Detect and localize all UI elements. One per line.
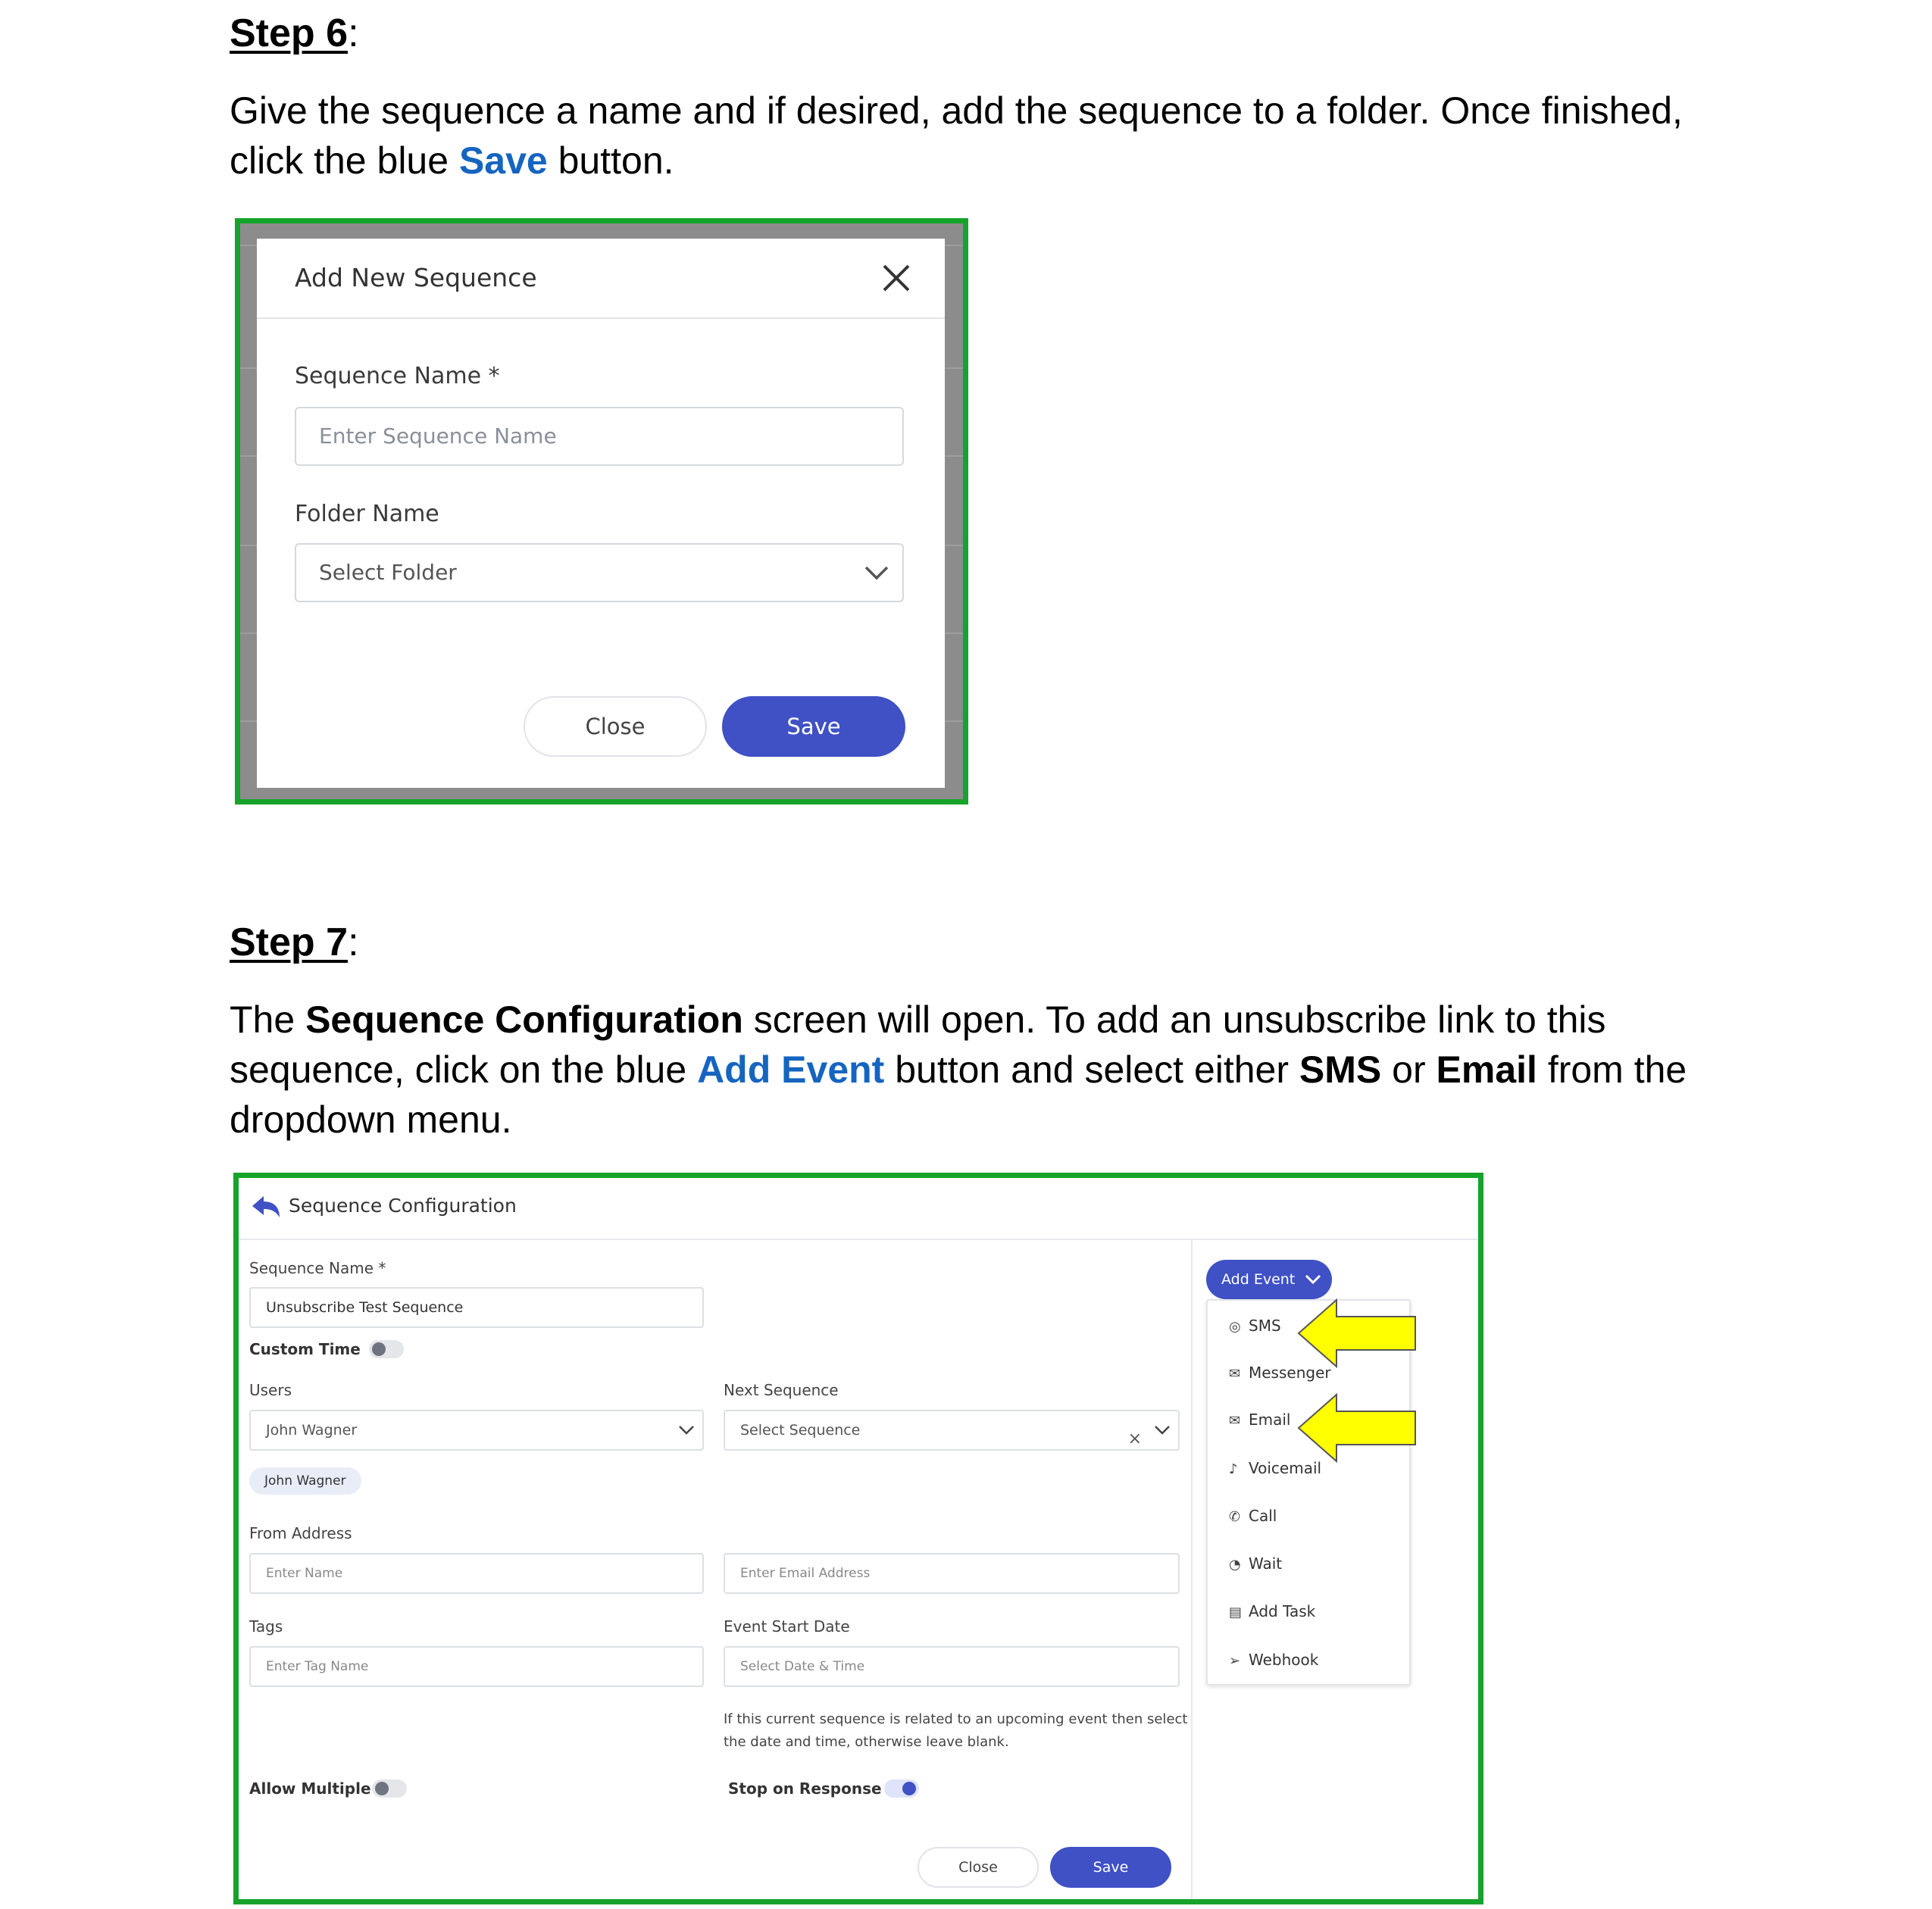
sequence-name-label: Sequence Name * <box>295 363 500 389</box>
step7-heading: Step 7: <box>230 920 359 964</box>
dropdown-item-webhook[interactable]: ➢ Webhook <box>1229 1648 1318 1671</box>
step6-instructions: Give the sequence a name and if desired, add the sequence to a folder. Once finished, click the blue Save button. <box>230 89 1683 182</box>
chevron-down-icon <box>678 1424 695 1436</box>
stop-on-response-toggle[interactable] <box>884 1779 919 1798</box>
save-button[interactable]: Save <box>722 696 905 757</box>
modal-header <box>257 239 945 319</box>
next-sequence-label: Next Sequence <box>724 1381 839 1399</box>
users-label: Users <box>249 1381 292 1399</box>
panel-divider <box>1191 1239 1193 1899</box>
chevron-down-icon <box>1305 1273 1321 1286</box>
sequence-name-input[interactable]: Enter Sequence Name <box>295 407 904 466</box>
modal-title: Add New Sequence <box>295 263 537 292</box>
dropdown-item-wait[interactable]: ◔ Wait <box>1229 1552 1282 1575</box>
close-button[interactable]: Close <box>918 1847 1039 1888</box>
chat-bubble-icon: ◎ <box>1229 1319 1241 1335</box>
next-sequence-select[interactable]: Select Sequence × <box>724 1410 1180 1451</box>
dropdown-item-call[interactable]: ✆ Call <box>1229 1504 1277 1527</box>
envelope-icon: ✉ <box>1229 1366 1241 1382</box>
add-sequence-modal <box>257 239 945 788</box>
allow-multiple-label: Allow Multiple <box>249 1779 371 1798</box>
event-start-input[interactable]: Select Date & Time <box>724 1646 1180 1687</box>
from-name-input[interactable]: Enter Name <box>249 1553 704 1594</box>
microphone-icon: ♪ <box>1229 1461 1238 1477</box>
custom-time-toggle[interactable] <box>369 1340 404 1358</box>
users-select[interactable]: John Wagner <box>249 1410 704 1451</box>
chevron-down-icon <box>1154 1424 1171 1436</box>
save-keyword: Save <box>458 139 548 182</box>
tags-label: Tags <box>249 1617 283 1636</box>
from-address-label: From Address <box>249 1524 352 1542</box>
yellow-arrow-icon <box>1297 1393 1418 1463</box>
close-icon[interactable] <box>880 261 913 295</box>
config-header <box>239 1178 1478 1240</box>
save-button[interactable]: Save <box>1050 1847 1171 1888</box>
chevron-down-icon <box>863 561 890 584</box>
sequence-name-label: Sequence Name * <box>249 1259 386 1277</box>
dropdown-item-email[interactable]: ✉ Email <box>1229 1408 1291 1431</box>
folder-select[interactable]: Select Folder <box>295 543 904 602</box>
event-hint-text: If this current sequence is related to an upcoming event then select the date and time, otherwise leave blank. <box>724 1711 1188 1750</box>
tags-input[interactable]: Enter Tag Name <box>249 1646 704 1687</box>
stop-on-response-label: Stop on Response <box>728 1779 882 1798</box>
user-chip[interactable]: John Wagner <box>249 1467 361 1495</box>
dropdown-item-messenger[interactable]: ✉ Messenger <box>1229 1361 1331 1384</box>
custom-time-label: Custom Time <box>249 1340 361 1358</box>
clear-icon[interactable]: × <box>1127 1429 1142 1448</box>
add-sequence-screenshot <box>235 218 968 805</box>
from-email-input[interactable]: Enter Email Address <box>724 1553 1180 1594</box>
step7-instructions: The Sequence Configuration screen will open. To add an unsubscribe link to this sequence, click on the blue Add Event button and select either SMS or Email from the dropdown menu. <box>230 998 1687 1141</box>
phone-icon: ✆ <box>1229 1509 1241 1525</box>
yellow-arrow-icon <box>1297 1298 1418 1368</box>
add-event-keyword: Add Event <box>697 1048 885 1091</box>
sequence-configuration-screenshot <box>233 1173 1483 1904</box>
close-button[interactable]: Close <box>524 696 707 757</box>
envelope-icon: ✉ <box>1229 1413 1241 1429</box>
sequence-name-input[interactable]: Unsubscribe Test Sequence <box>249 1287 704 1328</box>
dropdown-item-sms[interactable]: ◎ SMS <box>1229 1314 1281 1337</box>
dropdown-item-add-task[interactable]: ▤ Add Task <box>1229 1600 1315 1623</box>
allow-multiple-toggle[interactable] <box>372 1779 407 1798</box>
page-title: Sequence Configuration <box>289 1195 517 1217</box>
timer-icon: ◔ <box>1229 1557 1241 1573</box>
event-start-label: Event Start Date <box>724 1617 850 1636</box>
document-icon: ▤ <box>1229 1604 1243 1620</box>
back-arrow-icon[interactable] <box>251 1195 281 1220</box>
add-event-button[interactable]: Add Event <box>1206 1260 1332 1299</box>
dropdown-item-voicemail[interactable]: ♪ Voicemail <box>1229 1457 1321 1479</box>
send-icon: ➢ <box>1229 1653 1241 1669</box>
folder-name-label: Folder Name <box>295 501 439 527</box>
step6-heading: Step 6: <box>230 11 359 55</box>
